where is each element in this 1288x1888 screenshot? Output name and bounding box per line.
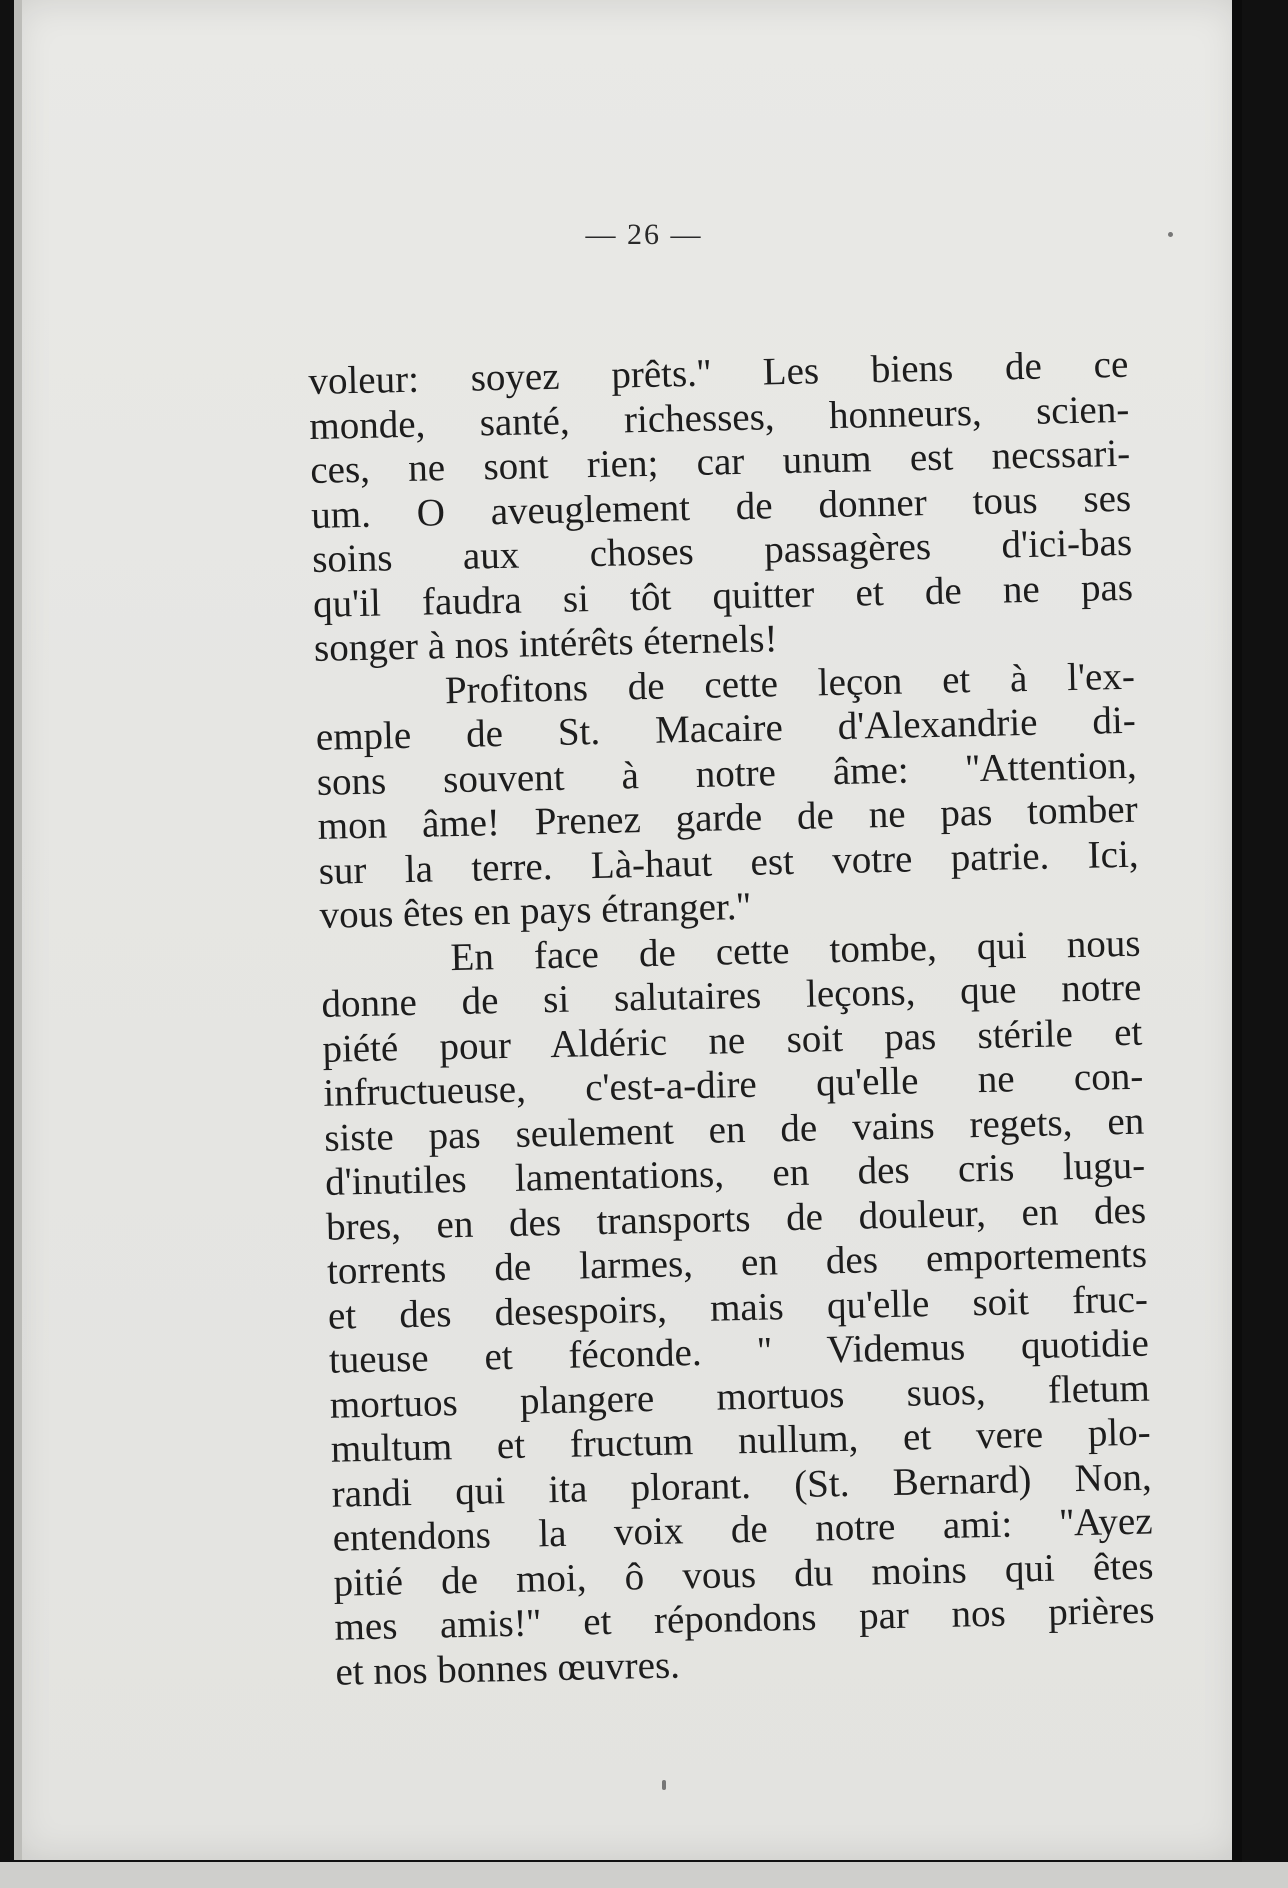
text-line: piété pour Aldéric ne soit pas stérile et: [321, 1010, 1143, 1071]
text-line: En face de cette tombe, qui nous: [450, 921, 1141, 979]
text-line: voleur: soyez prêts.'' Les biens de ce: [308, 342, 1129, 403]
text-line: emple de St. Macaire d'Alexandrie di-: [315, 698, 1137, 759]
page-right-gutter: [1232, 0, 1242, 1888]
text-line: sur la terre. Là-haut est votre patrie. Ici,: [318, 832, 1139, 893]
text-line: vous êtes en pays étranger.'': [319, 884, 751, 937]
text-line: mortuos plangere mortuos suos, fletum: [329, 1366, 1151, 1427]
text-line: infructueuse, c'est-a-dire qu'elle ne con-: [322, 1054, 1144, 1115]
page-bottom-strip: [0, 1862, 1288, 1888]
text-line: mon âme! Prenez garde de ne pas tomber: [317, 787, 1139, 848]
text-line: tueuse et féconde. '' Videmus quotidie: [328, 1321, 1150, 1382]
text-line: um. O aveuglement de donner tous ses: [310, 476, 1132, 537]
text-line: randi qui ita plorant. (St. Bernard) Non,: [331, 1455, 1153, 1516]
text-line: siste pas seulement en de vains regets, en: [323, 1099, 1145, 1160]
body-text: [308, 343, 1156, 1695]
text-line: mes amis!'' et répondons par nos prières: [334, 1588, 1155, 1649]
text-line: entendons la voix de notre ami: ''Ayez: [332, 1499, 1153, 1560]
text-line: multum et fructum nullum, et vere plo-: [330, 1410, 1152, 1471]
text-line: et nos bonnes œuvres.: [335, 1643, 681, 1694]
text-line: monde, santé, richesses, honneurs, scien-: [308, 387, 1130, 448]
text-line: songer à nos intérêts éternels!: [313, 617, 778, 670]
text-line: Profitons de cette leçon et à l'ex-: [444, 654, 1136, 712]
text-line: pitié de moi, ô vous du moins qui êtes: [333, 1544, 1154, 1605]
text-line: bres, en des transports de douleur, en des: [325, 1188, 1147, 1249]
text-line: torrents de larmes, en des emportements: [326, 1232, 1148, 1293]
text-line: d'inutiles lamentations, en des cris lugu-: [324, 1143, 1146, 1204]
page-left-edge: [14, 0, 22, 1860]
text-line: qu'il faudra si tôt quitter et de ne pas: [312, 565, 1134, 626]
page-number: — 26 —: [585, 218, 703, 251]
ink-speck: [662, 1780, 666, 1790]
text-line: donne de si salutaires leçons, que notre: [321, 965, 1142, 1026]
text-line: et des desespoirs, mais qu'elle soit fruc-: [327, 1277, 1149, 1338]
text-line: soins aux choses passagères d'ici-bas: [311, 520, 1133, 581]
text-line: sons souvent à notre âme: ''Attention,: [316, 743, 1138, 804]
text-line: ces, ne sont rien; car unum est necssari-: [309, 431, 1131, 492]
ink-speck: [1168, 232, 1173, 237]
